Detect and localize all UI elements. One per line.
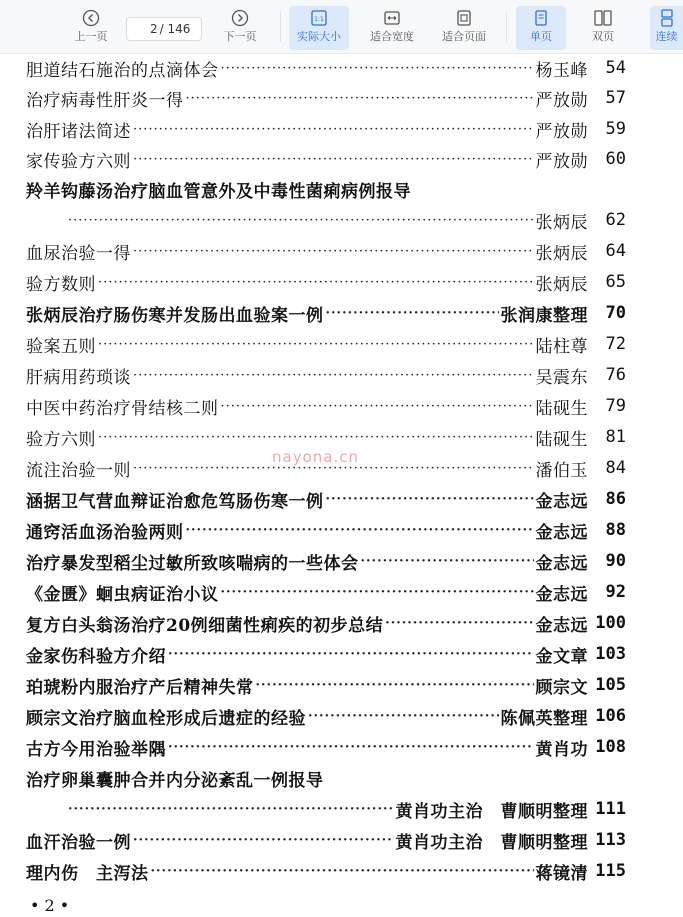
toc-entry[interactable]: 中医中药治疗骨结核二则 ····· 陆砚生 79 xyxy=(26,392,626,420)
toc-entry[interactable]: 流注治验一则 ····· 潘伯玉 84 xyxy=(26,454,626,482)
toc-entry[interactable]: 治疗病毒性肝炎一得 ····· 严放勋 57 xyxy=(26,84,626,112)
leader-dots xyxy=(361,554,534,569)
toc-entry[interactable]: 《金匮》蛔虫病证治小议 ····· 金志远 92 xyxy=(26,578,626,606)
toc-entry-title-line[interactable]: 治疗卵巢囊肿合并内分泌紊乱一例报导 xyxy=(26,770,324,791)
leader-dots xyxy=(133,122,534,137)
single-page-button[interactable]: 单页 xyxy=(516,6,566,50)
toc-entry[interactable]: 金家伤科验方介绍 ····· 金文章 103 xyxy=(26,640,626,668)
toc-entry[interactable]: 涵据卫气营血辩证治愈危笃肠伤寒一例 ····· 金志远 86 xyxy=(26,485,626,513)
leader-dots xyxy=(68,802,394,817)
toc-entry[interactable]: 肝病用药琐谈 ····· 吴震东 76 xyxy=(26,361,626,389)
toc-entry[interactable]: 复方白头翁汤治疗20例细菌性痢疾的初步总结 ····· 金志远 100 xyxy=(26,609,626,637)
toc-entry[interactable]: 血尿治验一得 ····· 张炳辰 64 xyxy=(26,237,626,265)
leader-dots xyxy=(133,368,534,383)
leader-dots xyxy=(98,337,534,352)
actual-size-button[interactable]: 1:1 实际大小 xyxy=(289,6,349,50)
toc-entry[interactable]: 胆道结石施治的点滴体会 ····· 杨玉峰 54 xyxy=(26,54,626,82)
toc-entry[interactable]: 家传验方六则 ····· 严放勋 60 xyxy=(26,145,626,173)
toc-entry[interactable]: 验案五则 ····· 陆柱尊 72 xyxy=(26,330,626,358)
toc-entry[interactable]: 珀琥粉内服治疗产后精神失常 ····· 顾宗文 105 xyxy=(26,671,626,699)
continuous-button[interactable]: 连续 xyxy=(650,6,683,50)
toc-entry[interactable]: 顾宗文治疗脑血栓形成后遗症的经验 ····· 陈佩英整理 106 xyxy=(26,702,626,730)
prev-page-button[interactable]: 上一页 xyxy=(70,6,112,50)
watermark-text: nayona.cn xyxy=(272,448,359,466)
continuous-icon xyxy=(658,6,676,30)
toc-entry[interactable]: 治疗暴发型稻尘过敏所致咳喘病的一些体会 ····· 金志远 90 xyxy=(26,547,626,575)
leader-dots xyxy=(385,616,533,631)
leader-dots xyxy=(98,275,534,290)
chevron-right-icon xyxy=(231,6,249,30)
double-page-icon xyxy=(593,6,613,30)
actual-size-icon xyxy=(310,6,328,30)
toc-entry[interactable]: 通窍活血汤治验两则 ····· 金志远 88 xyxy=(26,516,626,544)
viewer-toolbar xyxy=(0,0,683,54)
leader-dots xyxy=(186,523,534,538)
next-page-button[interactable]: 下一页 xyxy=(218,6,262,50)
leader-dots xyxy=(308,709,499,724)
toc-entry-continuation[interactable]: ····· 张炳辰 62 xyxy=(66,206,626,234)
toc-entry[interactable]: 血汗治验一例 ····· 黄肖功主治 曹顺明整理 113 xyxy=(26,826,626,854)
svg-text:1:1: 1:1 xyxy=(314,16,324,23)
page-total: / 146 xyxy=(159,22,191,36)
leader-dots xyxy=(133,244,534,259)
leader-dots xyxy=(221,585,534,600)
leader-dots xyxy=(168,647,534,662)
toc-entry-continuation[interactable]: ····· 黄肖功主治 曹顺明整理 111 xyxy=(66,795,626,823)
leader-dots xyxy=(133,833,394,848)
leader-dots xyxy=(186,91,534,106)
fit-page-button[interactable]: 适合页面 xyxy=(434,6,494,50)
leader-dots xyxy=(68,213,534,228)
fit-page-icon xyxy=(455,6,473,30)
leader-dots xyxy=(133,152,534,167)
leader-dots xyxy=(256,678,534,693)
toolbar-separator xyxy=(280,12,281,42)
toc-entry[interactable]: 验方数则 ····· 张炳辰 65 xyxy=(26,268,626,296)
double-page-button[interactable]: 双页 xyxy=(578,6,628,50)
page-number-field[interactable] xyxy=(126,17,202,41)
document-page xyxy=(0,54,683,917)
chevron-left-icon xyxy=(82,6,100,30)
leader-dots xyxy=(221,399,534,414)
toc-entry[interactable]: 理内伤 主泻法 ····· 蒋镜清 115 xyxy=(26,857,626,885)
toc-entry[interactable]: 张炳辰治疗肠伤寒并发肠出血验案一例 ····· 张润康整理 70 xyxy=(26,299,626,327)
page-footer-number: • 2 • xyxy=(30,896,70,915)
toolbar-separator xyxy=(506,12,507,42)
toc-entry[interactable]: 验方六则 ····· 陆砚生 81 xyxy=(26,423,626,451)
single-page-icon xyxy=(532,6,550,30)
toc-entry[interactable]: 古方今用治验举隅 ····· 黄肖功 108 xyxy=(26,733,626,761)
leader-dots xyxy=(168,740,534,755)
page-input[interactable] xyxy=(138,22,158,36)
toc-entry[interactable]: 治肝诸法简述 ····· 严放勋 59 xyxy=(26,115,626,143)
leader-dots xyxy=(326,492,534,507)
fit-width-button[interactable]: 适合宽度 xyxy=(362,6,422,50)
leader-dots xyxy=(326,306,499,321)
fit-width-icon xyxy=(383,6,401,30)
leader-dots xyxy=(221,61,534,76)
toc-entry-title-line[interactable]: 羚羊钩藤汤治疗脑血管意外及中毒性菌痢病例报导 xyxy=(26,181,411,202)
leader-dots xyxy=(98,430,534,445)
leader-dots xyxy=(151,864,534,879)
